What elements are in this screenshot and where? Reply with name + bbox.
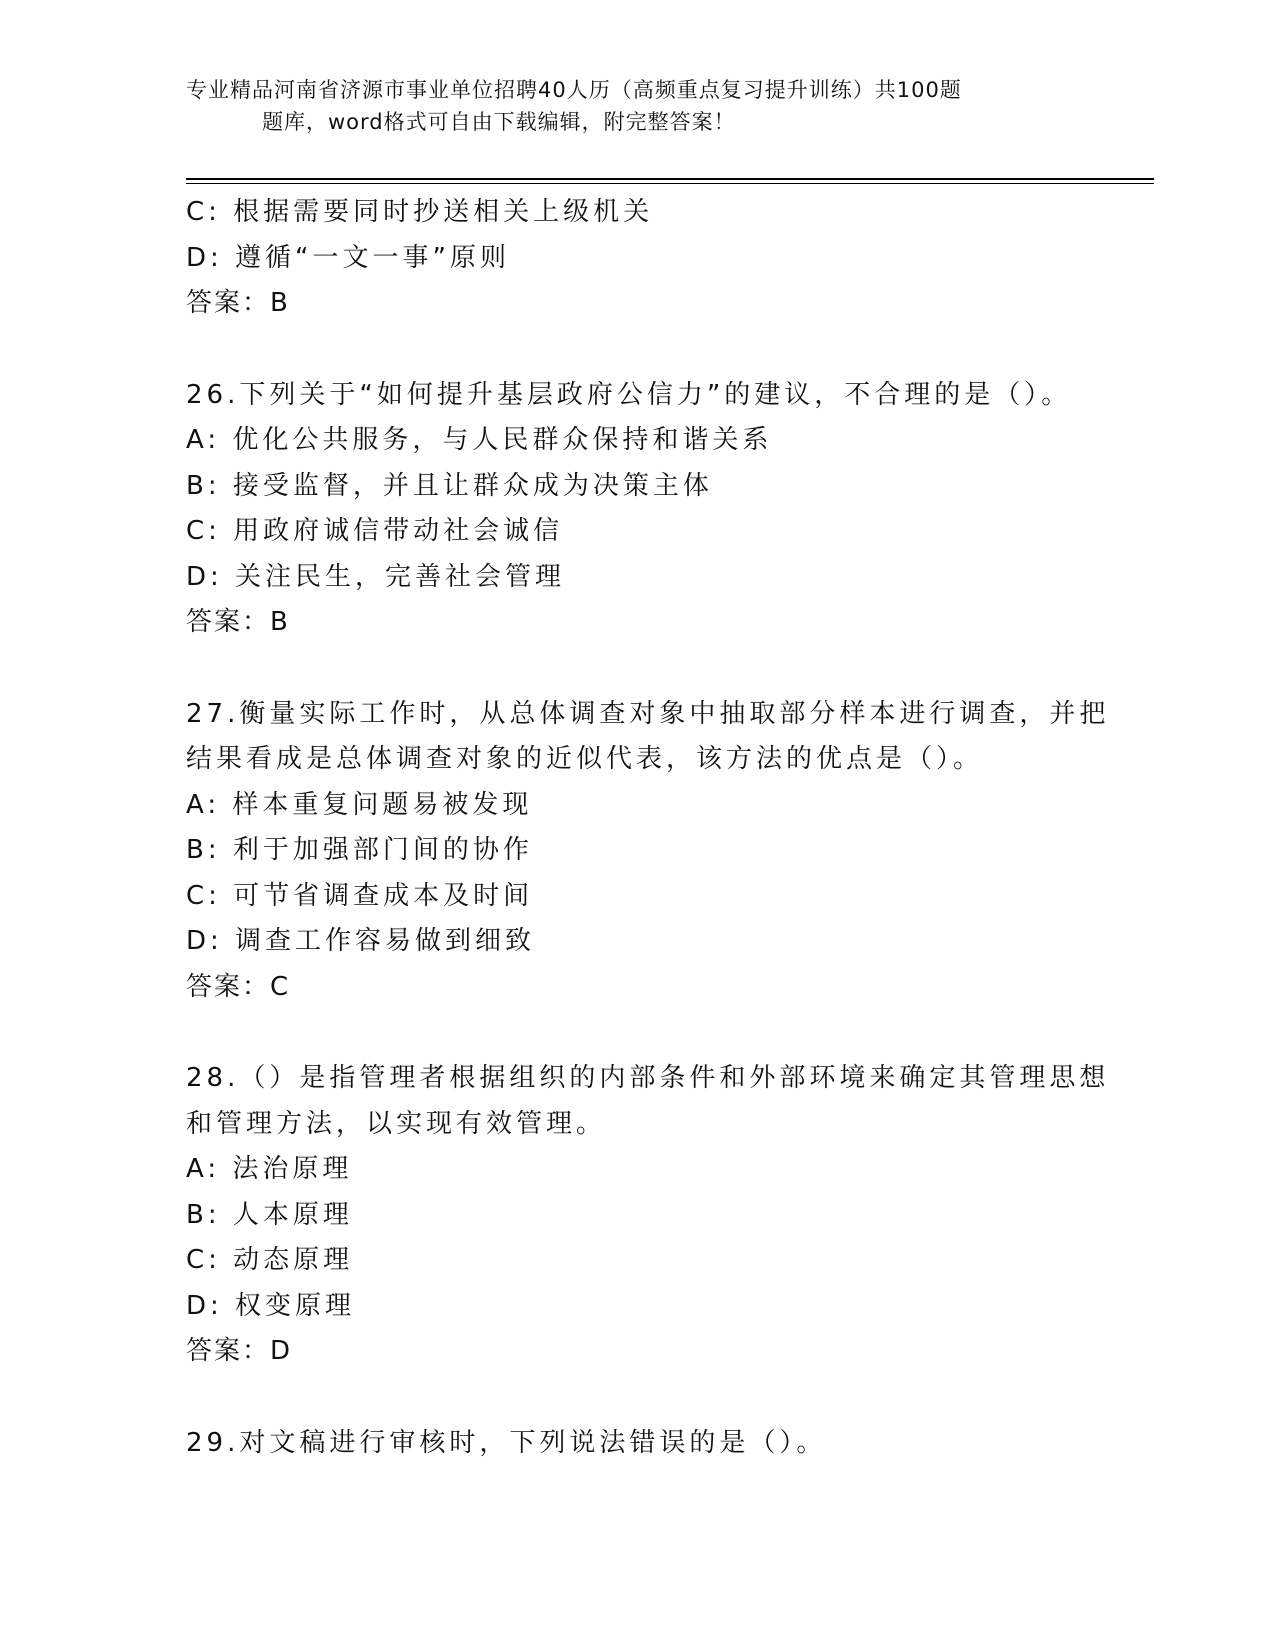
option-a: A: 法治原理: [186, 1154, 353, 1184]
question-28: [186, 1056, 1110, 1375]
answer: 答案：B: [186, 288, 290, 318]
question-stem-continued: 结果看成是总体调查对象的近似代表，该方法的优点是（）。: [186, 744, 984, 774]
option-c: C: 动态原理: [186, 1245, 354, 1275]
option-c: C: 用政府诚信带动社会诚信: [186, 516, 564, 546]
question-27: [186, 692, 1110, 1011]
option-d: D: 权变原理: [186, 1290, 356, 1321]
header-rule-thick: [186, 178, 1154, 180]
header-rule-thin: [186, 183, 1154, 184]
header-title-line-2: 题库，word格式可自由下载编辑，附完整答案！: [262, 110, 736, 134]
question-29: [186, 1421, 1086, 1467]
question-25-continued: [186, 190, 1086, 327]
option-c: C: 根据需要同时抄送相关上级机关: [186, 197, 654, 227]
question-list: [186, 190, 1110, 1466]
question-26: [186, 373, 1086, 646]
option-c: C: 可节省调查成本及时间: [186, 880, 534, 911]
answer: 答案：C: [186, 971, 291, 1002]
question-stem: 27.衡量实际工作时，从总体调查对象中抽取部分样本进行调查，并把: [186, 698, 1110, 729]
option-d: D: 关注民生，完善社会管理: [186, 561, 566, 592]
question-stem: 29.对文稿进行审核时，下列说法错误的是（）。: [186, 1427, 827, 1458]
document-header: [186, 74, 1086, 138]
header-title-line-1: 专业精品河南省济源市事业单位招聘40人历（高频重点复习提升训练）共100题: [186, 78, 962, 102]
option-d: D: 调查工作容易做到细致: [186, 926, 536, 956]
option-d: D: 遵循“一文一事”原则: [186, 242, 510, 273]
option-b: B: 人本原理: [186, 1199, 353, 1230]
question-stem: 26.下列关于“如何提升基层政府公信力”的建议，不合理的是（）。: [186, 379, 1072, 410]
answer: 答案：D: [186, 1336, 293, 1366]
option-b: B: 利于加强部门间的协作: [186, 835, 533, 865]
question-stem: 28.（）是指管理者根据组织的内部条件和外部环境来确定其管理思想: [186, 1063, 1110, 1093]
option-a: A: 样本重复问题易被发现: [186, 789, 533, 820]
option-a: A: 优化公共服务，与人民群众保持和谐关系: [186, 425, 773, 455]
question-stem-continued: 和管理方法，以实现有效管理。: [186, 1108, 607, 1139]
answer: 答案：B: [186, 607, 290, 637]
option-b: B: 接受监督，并且让群众成为决策主体: [186, 470, 713, 501]
